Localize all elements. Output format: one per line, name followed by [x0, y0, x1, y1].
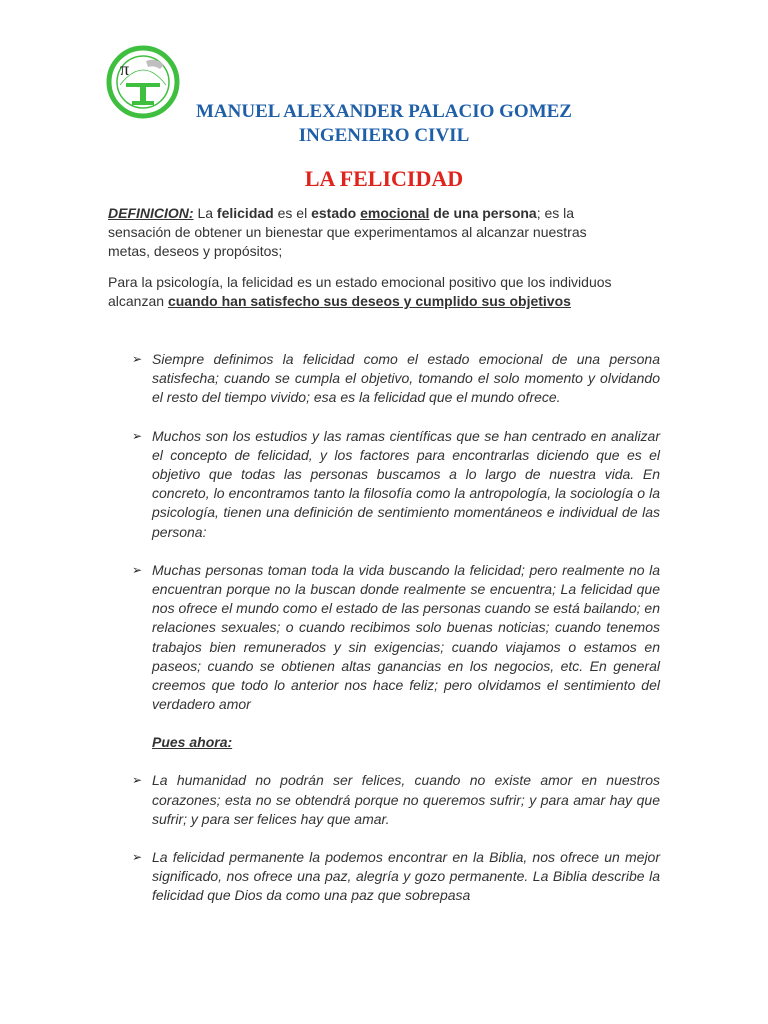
- list-item: [108, 771, 660, 829]
- definition-paragraph: [108, 204, 628, 261]
- author-name: MANUEL ALEXANDER PALACIO GOMEZ: [196, 101, 572, 122]
- arrow-bullet-icon: ➢: [132, 352, 143, 366]
- list-item: [108, 350, 660, 408]
- section-heading: Pues ahora:: [152, 734, 233, 751]
- definition-label: DEFINICION:: [108, 205, 194, 221]
- arrow-bullet-icon: ➢: [132, 850, 143, 865]
- document-title: LA FELICIDAD: [304, 166, 464, 191]
- list-item: [108, 848, 660, 906]
- psychology-emphasis: cuando han satisfecho sus deseos y cumplido sus objetivos: [167, 293, 571, 309]
- list-item-text: La felicidad permanente la podemos encontrar en la Biblia, nos ofrece un mejor significado, nos ofrece una paz, alegría y gozo permanente. La Biblia describe la felicidad que Dios da como una paz que sobrepasa: [152, 849, 660, 904]
- list-item: [108, 561, 660, 715]
- author-profession: INGENIERO CIVIL: [298, 125, 470, 146]
- list-item-text: Muchos son los estudios y las ramas científicas que se han centrado en analizar el concepto de felicidad, y los factores para encontrarlas diciendo que es el objetivo que todas las personas buscamos a lo largo de nuestra vida. En concreto, lo encontramos tanto la filosofía como la antropología, la sociología o la psicología, tienen una definición de sentimiento momentáneos e individual de las persona:: [152, 427, 660, 540]
- list-item-text: La humanidad no podrán ser felices, cuando no existe amor en nuestros corazones; esta no se obtendrá porque no queremos sufrir; y para amar hay que sufrir; y para ser felices hay que amar.: [152, 772, 660, 827]
- list-item-text: Muchas personas toman toda la vida buscando la felicidad; pero realmente no la encuentran porque no la buscan donde realmente se encuentra; La felicidad que nos ofrece el mundo como el estado de las personas cuando se está bailando; en relaciones sexuales; o cuando recibimos solo buenas noticias; cuando tenemos trabajos bien remunerados y sin exigencias; cuando viajamos o estamos en paseos; cuando se obtienen altas ganancias en los negocios, etc. En general creemos que todo lo anterior nos hace feliz; pero olvidamos el sentimiento del verdadero amor: [152, 561, 660, 713]
- arrow-bullet-icon: ➢: [132, 773, 143, 788]
- arrow-bullet-icon: ➢: [132, 428, 143, 443]
- psychology-paragraph: [108, 273, 628, 311]
- psychology-text: Para la psicología, la felicidad es un estado emocional positivo que los individuos alcanzan: [108, 274, 612, 309]
- definition-keyword: emocional: [360, 205, 430, 221]
- definition-keyword: estado: [311, 205, 357, 221]
- definition-keyword: felicidad: [216, 205, 274, 221]
- definition-keyword: de una persona: [433, 205, 537, 221]
- logo-pi-symbol: π: [120, 59, 130, 79]
- author-header: [0, 100, 768, 148]
- arrow-bullet-icon: ➢: [132, 562, 143, 577]
- list-item: [108, 427, 660, 542]
- content-list: [108, 350, 660, 906]
- definition-text: La: [193, 205, 217, 221]
- definition-text: ; es la sensación de obtener un bienestar que experimentamos al alcanzar nuestras metas, deseos y propósitos;: [108, 205, 587, 259]
- definition-text: es el: [273, 205, 312, 221]
- list-item-text: Siempre definimos la felicidad como el estado emocional de una persona satisfecha; cuando se cumpla el objetivo, tomando el solo momento y olvidando el resto del tiempo vivido; esa es la felicidad que el mundo ofrece.: [152, 351, 660, 406]
